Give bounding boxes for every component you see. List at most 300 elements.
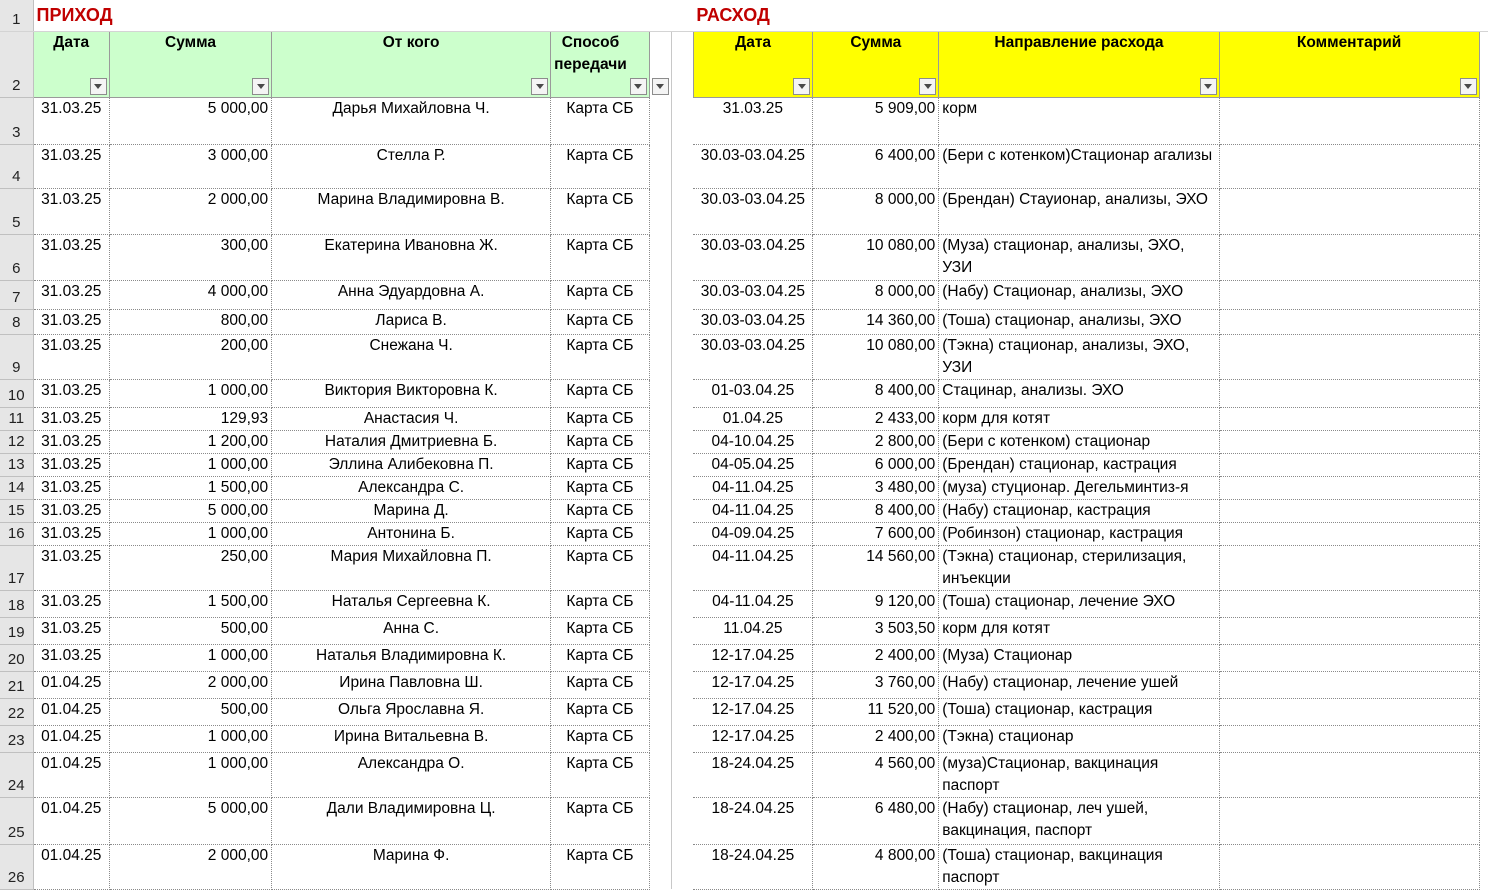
expense-date-cell[interactable]: 18-24.04.25 — [693, 797, 812, 844]
expense-date-cell[interactable]: 04-11.04.25 — [693, 499, 812, 522]
expense-comment-cell[interactable] — [1219, 453, 1479, 476]
cell[interactable] — [1479, 234, 1488, 280]
expense-date-cell[interactable]: 30.03-03.04.25 — [693, 280, 812, 309]
income-amount-cell[interactable]: 1 000,00 — [109, 725, 271, 752]
expense-date-cell[interactable]: 04-11.04.25 — [693, 476, 812, 499]
expense-comment-cell[interactable] — [1219, 522, 1479, 545]
cell[interactable] — [671, 590, 693, 617]
cell[interactable] — [671, 453, 693, 476]
cell[interactable] — [649, 407, 671, 430]
expense-comment-cell[interactable] — [1219, 407, 1479, 430]
row-header[interactable]: 22 — [0, 698, 33, 725]
income-header-date[interactable] — [33, 31, 109, 97]
row-header[interactable]: 26 — [0, 844, 33, 889]
expense-date-cell[interactable]: 30.03-03.04.25 — [693, 334, 812, 379]
income-amount-cell[interactable]: 3 000,00 — [109, 144, 271, 188]
row-header[interactable]: 9 — [0, 334, 33, 379]
income-from-cell[interactable]: Наталья Владимировна К. — [272, 644, 551, 671]
expense-comment-cell[interactable] — [1219, 280, 1479, 309]
row-header[interactable]: 20 — [0, 644, 33, 671]
expense-comment-cell[interactable] — [1219, 309, 1479, 334]
income-from-cell[interactable]: Анна Эдуардовна А. — [272, 280, 551, 309]
chevron-down-icon[interactable] — [1460, 78, 1477, 95]
expense-amount-cell[interactable]: 14 560,00 — [813, 545, 939, 590]
income-from-cell[interactable]: Ирина Витальевна В. — [272, 725, 551, 752]
cell[interactable] — [649, 797, 671, 844]
expense-amount-cell[interactable]: 5 909,00 — [813, 97, 939, 144]
row-header[interactable]: 18 — [0, 590, 33, 617]
cell[interactable] — [649, 379, 671, 407]
income-from-cell[interactable]: Марина Д. — [272, 499, 551, 522]
income-date-cell[interactable]: 31.03.25 — [33, 280, 109, 309]
income-from-cell[interactable]: Марина Владимировна В. — [272, 188, 551, 234]
cell[interactable] — [649, 752, 671, 797]
row-header[interactable]: 4 — [0, 144, 33, 188]
chevron-down-icon[interactable] — [531, 78, 548, 95]
cell[interactable] — [1479, 334, 1488, 379]
income-amount-cell[interactable]: 129,93 — [109, 407, 271, 430]
income-date-cell[interactable]: 31.03.25 — [33, 309, 109, 334]
expense-comment-cell[interactable] — [1219, 698, 1479, 725]
cell[interactable] — [1479, 499, 1488, 522]
cell[interactable] — [671, 644, 693, 671]
row-header[interactable]: 7 — [0, 280, 33, 309]
expense-amount-cell[interactable]: 14 360,00 — [813, 309, 939, 334]
row-header[interactable]: 11 — [0, 407, 33, 430]
cell[interactable] — [1479, 188, 1488, 234]
cell[interactable] — [649, 698, 671, 725]
expense-comment-cell[interactable] — [1219, 644, 1479, 671]
income-amount-cell[interactable]: 1 000,00 — [109, 752, 271, 797]
expense-comment-cell[interactable] — [1219, 476, 1479, 499]
row-header[interactable]: 23 — [0, 725, 33, 752]
expense-amount-cell[interactable]: 7 600,00 — [813, 522, 939, 545]
expense-comment-cell[interactable] — [1219, 188, 1479, 234]
expense-comment-cell[interactable] — [1219, 752, 1479, 797]
cell[interactable] — [649, 309, 671, 334]
income-date-cell[interactable]: 31.03.25 — [33, 407, 109, 430]
income-date-cell[interactable]: 01.04.25 — [33, 752, 109, 797]
cell[interactable] — [671, 430, 693, 453]
expense-comment-cell[interactable] — [1219, 379, 1479, 407]
income-from-cell[interactable]: Александра О. — [272, 752, 551, 797]
cell[interactable] — [671, 698, 693, 725]
income-from-cell[interactable]: Снежана Ч. — [272, 334, 551, 379]
expense-purpose-cell[interactable]: (Набу) стационар, кастрация — [939, 499, 1219, 522]
expense-amount-cell[interactable]: 3 480,00 — [813, 476, 939, 499]
income-from-cell[interactable]: Дали Владимировна Ц. — [272, 797, 551, 844]
row-header[interactable]: 25 — [0, 797, 33, 844]
cell[interactable] — [671, 617, 693, 644]
expense-purpose-cell[interactable]: (Тоша) стационар, кастрация — [939, 698, 1219, 725]
income-amount-cell[interactable]: 5 000,00 — [109, 97, 271, 144]
expense-date-cell[interactable]: 12-17.04.25 — [693, 725, 812, 752]
chevron-down-icon[interactable] — [252, 78, 269, 95]
income-date-cell[interactable]: 31.03.25 — [33, 644, 109, 671]
income-method-cell[interactable]: Карта СБ — [551, 280, 650, 309]
income-amount-cell[interactable]: 2 000,00 — [109, 844, 271, 889]
row-header[interactable]: 12 — [0, 430, 33, 453]
expense-amount-cell[interactable]: 8 400,00 — [813, 379, 939, 407]
income-date-cell[interactable]: 31.03.25 — [33, 334, 109, 379]
income-amount-cell[interactable]: 800,00 — [109, 309, 271, 334]
income-date-cell[interactable]: 31.03.25 — [33, 453, 109, 476]
expense-comment-cell[interactable] — [1219, 430, 1479, 453]
income-method-cell[interactable]: Карта СБ — [551, 499, 650, 522]
chevron-down-icon[interactable] — [652, 78, 669, 95]
cell[interactable] — [671, 522, 693, 545]
cell[interactable] — [671, 545, 693, 590]
cell[interactable] — [649, 844, 671, 889]
cell[interactable] — [649, 725, 671, 752]
income-amount-cell[interactable]: 1 500,00 — [109, 590, 271, 617]
cell[interactable] — [671, 476, 693, 499]
expense-date-cell[interactable]: 30.03-03.04.25 — [693, 309, 812, 334]
cell[interactable] — [649, 617, 671, 644]
income-from-cell[interactable]: Дарья Михайловна Ч. — [272, 97, 551, 144]
cell[interactable] — [649, 453, 671, 476]
income-from-cell[interactable]: Марина Ф. — [272, 844, 551, 889]
income-amount-cell[interactable]: 1 000,00 — [109, 379, 271, 407]
cell[interactable] — [649, 234, 671, 280]
cell[interactable] — [1479, 797, 1488, 844]
income-title-cell[interactable] — [33, 0, 649, 31]
cell[interactable] — [671, 188, 693, 234]
cell[interactable] — [671, 0, 693, 31]
income-method-cell[interactable]: Карта СБ — [551, 671, 650, 698]
row-header[interactable]: 17 — [0, 545, 33, 590]
cell[interactable] — [671, 280, 693, 309]
expense-purpose-cell[interactable]: (Бери с котенком)Стационар агализы — [939, 144, 1219, 188]
row-header[interactable]: 6 — [0, 234, 33, 280]
expense-date-cell[interactable]: 04-05.04.25 — [693, 453, 812, 476]
expense-amount-cell[interactable]: 8 400,00 — [813, 499, 939, 522]
expense-amount-cell[interactable]: 6 400,00 — [813, 144, 939, 188]
cell[interactable] — [1479, 0, 1488, 31]
expense-comment-cell[interactable] — [1219, 234, 1479, 280]
income-header-from[interactable] — [272, 31, 551, 97]
cell[interactable] — [649, 430, 671, 453]
expense-date-cell[interactable]: 12-17.04.25 — [693, 671, 812, 698]
income-from-cell[interactable]: Анна С. — [272, 617, 551, 644]
chevron-down-icon[interactable] — [630, 78, 647, 95]
income-date-cell[interactable]: 31.03.25 — [33, 545, 109, 590]
expense-comment-cell[interactable] — [1219, 617, 1479, 644]
cell[interactable] — [671, 97, 693, 144]
cell[interactable] — [649, 545, 671, 590]
income-from-cell[interactable]: Александра С. — [272, 476, 551, 499]
expense-date-cell[interactable]: 04-11.04.25 — [693, 590, 812, 617]
cell[interactable] — [649, 590, 671, 617]
income-from-cell[interactable]: Екатерина Ивановна Ж. — [272, 234, 551, 280]
expense-date-cell[interactable]: 12-17.04.25 — [693, 644, 812, 671]
expense-date-cell[interactable]: 30.03-03.04.25 — [693, 144, 812, 188]
income-method-cell[interactable]: Карта СБ — [551, 234, 650, 280]
cell[interactable] — [671, 379, 693, 407]
income-method-cell[interactable]: Карта СБ — [551, 844, 650, 889]
expense-date-cell[interactable]: 30.03-03.04.25 — [693, 188, 812, 234]
row-header[interactable]: 24 — [0, 752, 33, 797]
expense-amount-cell[interactable]: 4 560,00 — [813, 752, 939, 797]
income-method-cell[interactable]: Карта СБ — [551, 453, 650, 476]
income-method-cell[interactable]: Карта СБ — [551, 407, 650, 430]
cell[interactable] — [1479, 31, 1488, 97]
expense-comment-cell[interactable] — [1219, 97, 1479, 144]
expense-amount-cell[interactable]: 2 400,00 — [813, 725, 939, 752]
cell[interactable] — [671, 309, 693, 334]
expense-header-date[interactable] — [693, 31, 812, 97]
income-date-cell[interactable]: 31.03.25 — [33, 430, 109, 453]
cell[interactable] — [1479, 752, 1488, 797]
income-amount-cell[interactable]: 5 000,00 — [109, 499, 271, 522]
cell[interactable] — [671, 144, 693, 188]
expense-comment-cell[interactable] — [1219, 725, 1479, 752]
income-from-cell[interactable]: Лариса В. — [272, 309, 551, 334]
cell[interactable] — [671, 407, 693, 430]
row-header[interactable]: 21 — [0, 671, 33, 698]
cell[interactable] — [1479, 97, 1488, 144]
expense-purpose-cell[interactable]: (Тоша) стационар, анализы, ЭХО — [939, 309, 1219, 334]
expense-amount-cell[interactable]: 6 000,00 — [813, 453, 939, 476]
income-from-cell[interactable]: Антонина Б. — [272, 522, 551, 545]
income-header-amount[interactable] — [109, 31, 271, 97]
income-amount-cell[interactable]: 1 000,00 — [109, 644, 271, 671]
income-header-method[interactable] — [551, 31, 650, 97]
cell[interactable] — [1479, 476, 1488, 499]
income-date-cell[interactable]: 01.04.25 — [33, 725, 109, 752]
expense-purpose-cell[interactable]: (Тэкна) стационар, стерилизация, инъекции — [939, 545, 1219, 590]
income-amount-cell[interactable]: 5 000,00 — [109, 797, 271, 844]
chevron-down-icon[interactable] — [90, 78, 107, 95]
expense-date-cell[interactable]: 04-09.04.25 — [693, 522, 812, 545]
cell[interactable] — [671, 671, 693, 698]
income-from-cell[interactable]: Виктория Викторовна К. — [272, 379, 551, 407]
expense-amount-cell[interactable]: 8 000,00 — [813, 188, 939, 234]
cell[interactable] — [671, 499, 693, 522]
income-date-cell[interactable]: 31.03.25 — [33, 617, 109, 644]
expense-amount-cell[interactable]: 3 760,00 — [813, 671, 939, 698]
income-method-cell[interactable]: Карта СБ — [551, 430, 650, 453]
income-method-cell[interactable]: Карта СБ — [551, 644, 650, 671]
row-header[interactable]: 1 — [0, 0, 33, 31]
income-date-cell[interactable]: 01.04.25 — [33, 797, 109, 844]
expense-date-cell[interactable]: 12-17.04.25 — [693, 698, 812, 725]
cell[interactable] — [1479, 545, 1488, 590]
cell[interactable] — [649, 522, 671, 545]
income-amount-cell[interactable]: 300,00 — [109, 234, 271, 280]
row-header[interactable]: 15 — [0, 499, 33, 522]
income-from-cell[interactable]: Ольга Ярославна Я. — [272, 698, 551, 725]
cell[interactable] — [671, 844, 693, 889]
cell[interactable] — [671, 725, 693, 752]
income-date-cell[interactable]: 31.03.25 — [33, 590, 109, 617]
income-method-cell[interactable]: Карта СБ — [551, 698, 650, 725]
expense-purpose-cell[interactable]: (Муза) Стационар — [939, 644, 1219, 671]
cell[interactable] — [1479, 725, 1488, 752]
income-method-cell[interactable]: Карта СБ — [551, 797, 650, 844]
income-amount-cell[interactable]: 4 000,00 — [109, 280, 271, 309]
income-method-cell[interactable]: Карта СБ — [551, 379, 650, 407]
cell[interactable] — [1479, 379, 1488, 407]
income-method-cell[interactable]: Карта СБ — [551, 752, 650, 797]
expense-date-cell[interactable]: 01.04.25 — [693, 407, 812, 430]
row-header[interactable]: 10 — [0, 379, 33, 407]
expense-date-cell[interactable]: 04-11.04.25 — [693, 545, 812, 590]
cell[interactable] — [649, 644, 671, 671]
cell[interactable] — [1479, 280, 1488, 309]
income-from-cell[interactable]: Стелла Р. — [272, 144, 551, 188]
cell[interactable] — [1479, 617, 1488, 644]
cell[interactable] — [671, 31, 693, 97]
expense-amount-cell[interactable]: 2 800,00 — [813, 430, 939, 453]
expense-purpose-cell[interactable]: (Тоша) стационар, вакцинация паспорт — [939, 844, 1219, 889]
cell[interactable] — [1479, 644, 1488, 671]
cell[interactable] — [1479, 453, 1488, 476]
income-method-cell[interactable]: Карта СБ — [551, 590, 650, 617]
income-method-cell[interactable]: Карта СБ — [551, 144, 650, 188]
expense-amount-cell[interactable]: 2 433,00 — [813, 407, 939, 430]
expense-amount-cell[interactable]: 9 120,00 — [813, 590, 939, 617]
expense-comment-cell[interactable] — [1219, 144, 1479, 188]
income-date-cell[interactable]: 31.03.25 — [33, 144, 109, 188]
expense-date-cell[interactable]: 31.03.25 — [693, 97, 812, 144]
cell[interactable] — [649, 144, 671, 188]
expense-amount-cell[interactable]: 6 480,00 — [813, 797, 939, 844]
income-amount-cell[interactable]: 2 000,00 — [109, 188, 271, 234]
cell[interactable] — [671, 334, 693, 379]
income-date-cell[interactable]: 31.03.25 — [33, 522, 109, 545]
row-header[interactable]: 5 — [0, 188, 33, 234]
cell[interactable] — [1479, 407, 1488, 430]
expense-purpose-cell[interactable]: (Робинзон) стационар, кастрация — [939, 522, 1219, 545]
income-method-cell[interactable]: Карта СБ — [551, 545, 650, 590]
cell[interactable] — [649, 334, 671, 379]
income-method-cell[interactable]: Карта СБ — [551, 188, 650, 234]
expense-purpose-cell[interactable]: корм для котят — [939, 617, 1219, 644]
expense-amount-cell[interactable]: 8 000,00 — [813, 280, 939, 309]
income-from-cell[interactable]: Анастасия Ч. — [272, 407, 551, 430]
expense-header-comment[interactable] — [1219, 31, 1479, 97]
expense-purpose-cell[interactable]: (Набу) стационар, леч ушей, вакцинация, паспорт — [939, 797, 1219, 844]
income-method-cell[interactable]: Карта СБ — [551, 309, 650, 334]
chevron-down-icon[interactable] — [1200, 78, 1217, 95]
expense-purpose-cell[interactable]: (Бери с котенком) стационар — [939, 430, 1219, 453]
expense-comment-cell[interactable] — [1219, 545, 1479, 590]
row-header[interactable]: 14 — [0, 476, 33, 499]
row-header[interactable]: 16 — [0, 522, 33, 545]
cell[interactable] — [649, 499, 671, 522]
expense-purpose-cell[interactable]: (муза) стуционар. Дегельминтиз-я — [939, 476, 1219, 499]
expense-purpose-cell[interactable]: (Набу) стационар, лечение ушей — [939, 671, 1219, 698]
expense-header-amount[interactable] — [813, 31, 939, 97]
expense-comment-cell[interactable] — [1219, 334, 1479, 379]
expense-purpose-cell[interactable]: Стацинар, анализы. ЭХО — [939, 379, 1219, 407]
expense-purpose-cell[interactable]: (Тэкна) стационар, анализы, ЭХО, УЗИ — [939, 334, 1219, 379]
cell[interactable] — [1479, 522, 1488, 545]
cell[interactable] — [649, 280, 671, 309]
cell[interactable] — [671, 752, 693, 797]
cell[interactable] — [671, 797, 693, 844]
income-date-cell[interactable]: 01.04.25 — [33, 844, 109, 889]
expense-purpose-cell[interactable]: (Набу) Стационар, анализы, ЭХО — [939, 280, 1219, 309]
expense-comment-cell[interactable] — [1219, 590, 1479, 617]
income-method-cell[interactable]: Карта СБ — [551, 97, 650, 144]
cell[interactable] — [649, 476, 671, 499]
income-date-cell[interactable]: 31.03.25 — [33, 476, 109, 499]
income-method-cell[interactable]: Карта СБ — [551, 617, 650, 644]
expense-amount-cell[interactable]: 4 800,00 — [813, 844, 939, 889]
income-date-cell[interactable]: 31.03.25 — [33, 499, 109, 522]
expense-amount-cell[interactable]: 10 080,00 — [813, 334, 939, 379]
cell[interactable] — [1479, 844, 1488, 889]
row-header[interactable]: 19 — [0, 617, 33, 644]
cell[interactable] — [1479, 698, 1488, 725]
row-header[interactable]: 13 — [0, 453, 33, 476]
expense-date-cell[interactable]: 18-24.04.25 — [693, 752, 812, 797]
income-method-cell[interactable]: Карта СБ — [551, 725, 650, 752]
income-amount-cell[interactable]: 1 200,00 — [109, 430, 271, 453]
income-amount-cell[interactable]: 250,00 — [109, 545, 271, 590]
income-date-cell[interactable]: 31.03.25 — [33, 97, 109, 144]
income-from-cell[interactable]: Мария Михайловна П. — [272, 545, 551, 590]
income-method-cell[interactable]: Карта СБ — [551, 334, 650, 379]
row-header[interactable]: 3 — [0, 97, 33, 144]
income-from-cell[interactable]: Наталья Сергеевна К. — [272, 590, 551, 617]
income-date-cell[interactable]: 01.04.25 — [33, 671, 109, 698]
income-date-cell[interactable]: 31.03.25 — [33, 234, 109, 280]
expense-header-purpose[interactable] — [939, 31, 1219, 97]
expense-purpose-cell[interactable]: (Брендан) Стауионар, анализы, ЭХО — [939, 188, 1219, 234]
expense-purpose-cell[interactable]: (муза)Стационар, вакцинация паспорт — [939, 752, 1219, 797]
expense-amount-cell[interactable]: 10 080,00 — [813, 234, 939, 280]
expense-purpose-cell[interactable]: (Муза) стационар, анализы, ЭХО, УЗИ — [939, 234, 1219, 280]
income-date-cell[interactable]: 31.03.25 — [33, 188, 109, 234]
cell[interactable] — [649, 31, 671, 97]
income-from-cell[interactable]: Эллина Алибековна П. — [272, 453, 551, 476]
income-method-cell[interactable]: Карта СБ — [551, 476, 650, 499]
cell[interactable] — [649, 0, 671, 31]
income-amount-cell[interactable]: 500,00 — [109, 617, 271, 644]
income-from-cell[interactable]: Наталия Дмитриевна Б. — [272, 430, 551, 453]
income-amount-cell[interactable]: 200,00 — [109, 334, 271, 379]
expense-comment-cell[interactable] — [1219, 499, 1479, 522]
cell[interactable] — [649, 97, 671, 144]
expense-comment-cell[interactable] — [1219, 671, 1479, 698]
income-method-cell[interactable]: Карта СБ — [551, 522, 650, 545]
expense-comment-cell[interactable] — [1219, 797, 1479, 844]
expense-purpose-cell[interactable]: (Тэкна) стационар — [939, 725, 1219, 752]
expense-amount-cell[interactable]: 3 503,50 — [813, 617, 939, 644]
cell[interactable] — [649, 671, 671, 698]
row-header[interactable]: 2 — [0, 31, 33, 97]
income-amount-cell[interactable]: 1 500,00 — [109, 476, 271, 499]
cell[interactable] — [1479, 430, 1488, 453]
expense-date-cell[interactable]: 11.04.25 — [693, 617, 812, 644]
income-amount-cell[interactable]: 2 000,00 — [109, 671, 271, 698]
expense-date-cell[interactable]: 18-24.04.25 — [693, 844, 812, 889]
chevron-down-icon[interactable] — [919, 78, 936, 95]
income-amount-cell[interactable]: 1 000,00 — [109, 522, 271, 545]
expense-date-cell[interactable]: 30.03-03.04.25 — [693, 234, 812, 280]
cell[interactable] — [1479, 671, 1488, 698]
income-amount-cell[interactable]: 500,00 — [109, 698, 271, 725]
expense-purpose-cell[interactable]: (Тоша) стационар, лечение ЭХО — [939, 590, 1219, 617]
expense-date-cell[interactable]: 01-03.04.25 — [693, 379, 812, 407]
cell[interactable] — [1479, 144, 1488, 188]
cell[interactable] — [1479, 590, 1488, 617]
income-amount-cell[interactable]: 1 000,00 — [109, 453, 271, 476]
cell[interactable] — [1479, 309, 1488, 334]
